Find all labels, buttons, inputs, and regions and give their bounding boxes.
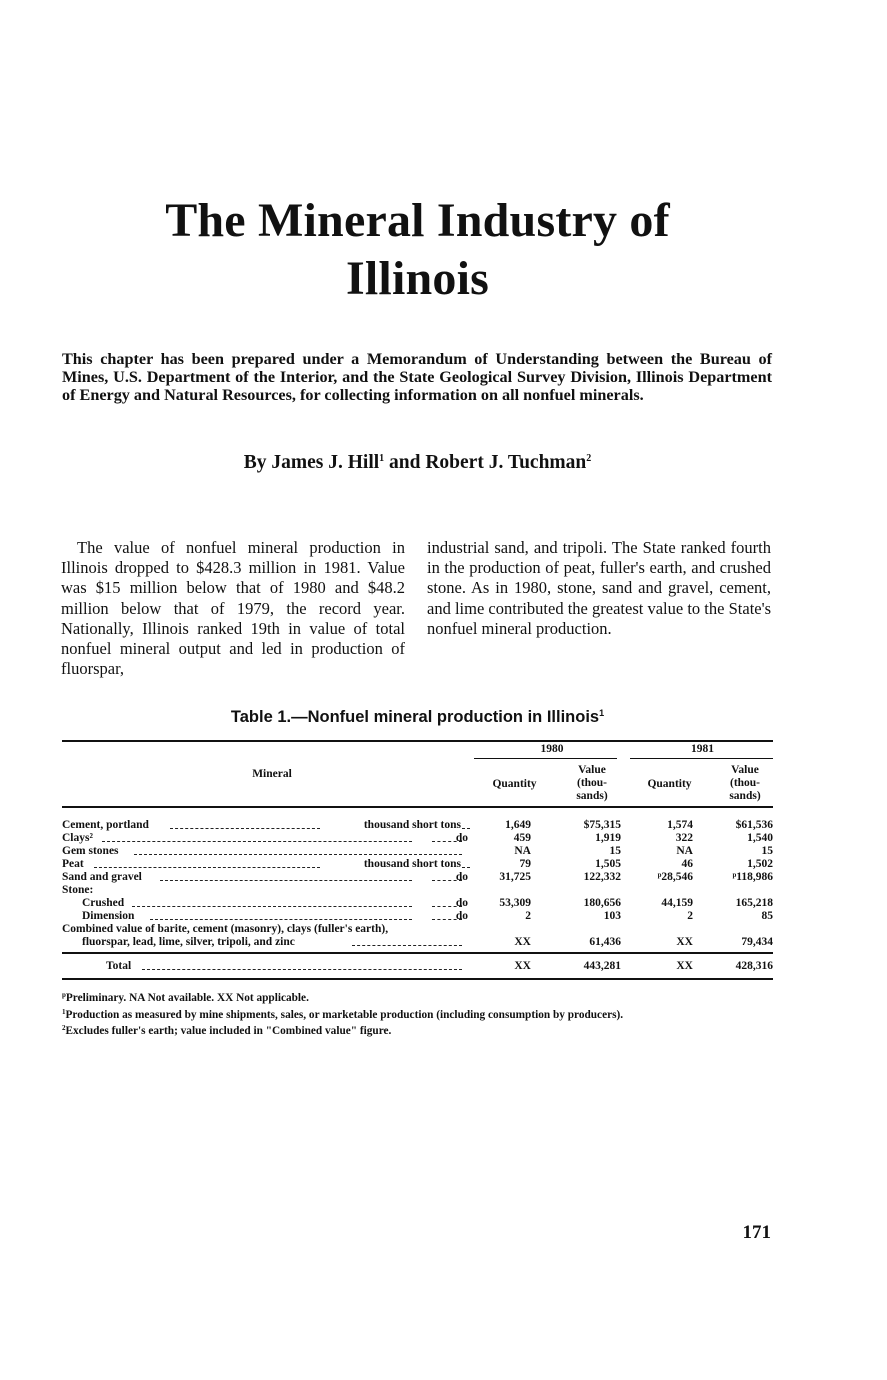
quantity-1980: XX xyxy=(514,936,531,948)
table-row-dimension xyxy=(62,910,773,923)
row-label: fluorspar, lead, lime, silver, tripoli, and zinc xyxy=(82,936,295,948)
quantity-1981: 322 xyxy=(675,832,693,844)
value-1980: 15 xyxy=(609,845,621,857)
row-label: Dimension xyxy=(82,910,135,922)
table-row-sand-gravel xyxy=(62,871,773,884)
title-line-1: The Mineral Industry of xyxy=(165,194,670,247)
value-1981: 85 xyxy=(761,910,773,922)
row-label: Clays² xyxy=(62,832,93,844)
quantity-1980: 2 xyxy=(525,910,531,922)
quantity-1981: XX xyxy=(676,960,693,972)
header-bottom-rule xyxy=(62,806,773,808)
dot-leader xyxy=(170,828,320,829)
byline-author-1: By James J. Hill xyxy=(243,452,380,473)
quantity-1981: 44,159 xyxy=(661,897,693,909)
value-1980: 1,919 xyxy=(595,832,621,844)
table-row-total xyxy=(62,960,773,973)
byline xyxy=(60,452,775,474)
table-row-crushed xyxy=(62,897,773,910)
quantity-1981: 1,574 xyxy=(667,819,693,831)
dot-leader xyxy=(142,969,462,970)
row-label: Sand and gravel xyxy=(62,871,142,883)
dot-leader xyxy=(160,880,412,881)
value-1980: 103 xyxy=(603,910,621,922)
row-unit: do xyxy=(455,897,468,909)
value-1981: 165,218 xyxy=(735,897,773,909)
row-label: Combined value of barite, cement (masonry), clays (fuller's earth), xyxy=(62,923,389,935)
header-quantity-1980: Quantity xyxy=(492,778,537,790)
table-row-combined-1 xyxy=(62,923,773,936)
rule-1981 xyxy=(630,758,773,759)
quantity-1980: 53,309 xyxy=(499,897,531,909)
quantity-1980: 79 xyxy=(519,858,531,870)
row-label: Stone: xyxy=(62,884,94,896)
dot-leader xyxy=(102,841,412,842)
quantity-1981: NA xyxy=(676,845,693,857)
row-label: Crushed xyxy=(82,897,125,909)
table-caption xyxy=(60,708,775,727)
dot-leader xyxy=(94,867,320,868)
rule-1980 xyxy=(474,758,617,759)
byline-footnote-1: 1 xyxy=(379,453,385,464)
row-unit: do xyxy=(455,910,468,922)
chapter-title xyxy=(60,192,775,308)
dot-leader xyxy=(432,919,462,920)
value-1980: 61,436 xyxy=(589,936,621,948)
table-caption-footnote: 1 xyxy=(599,708,605,718)
table-top-rule xyxy=(62,740,773,742)
row-unit: do xyxy=(455,832,468,844)
row-unit: thousand short tons xyxy=(363,858,461,870)
header-year-1980: 1980 xyxy=(540,743,564,755)
dot-leader xyxy=(432,841,462,842)
body-column-left: The value of nonfuel mineral production in Illinois dropped to $428.3 million in 1981. Value was $15 million below that of 1980 and $48.2 million below that of 1979, the record year. Nationally, Illinois ranked 19th in value of total nonfuel mineral output and led in production of fluorspar, xyxy=(61,538,405,679)
intro-paragraph: This chapter has been prepared under a Memorandum of Understanding between the Bureau of Mines, U.S. Department of the Interior, and the State Geological Survey Division, Illinois Department of Energy and Natural Resources, for collecting information on all nonfuel minerals. xyxy=(62,350,772,404)
value-1981: 428,316 xyxy=(735,960,773,972)
value-1981: 1,540 xyxy=(747,832,773,844)
table-notes xyxy=(62,989,773,1039)
row-label: Peat xyxy=(62,858,84,870)
value-1981: 15 xyxy=(761,845,773,857)
quantity-1980: 1,649 xyxy=(505,819,531,831)
note-2: $^2$Excludes fuller's earth; value included in "Combined value" figure. xyxy=(62,1024,392,1037)
dot-leader xyxy=(432,906,462,907)
value-1980: 122,332 xyxy=(583,871,621,883)
header-value-1981: Value (thou- sands) xyxy=(729,764,761,802)
header-value-1980: Value (thou- sands) xyxy=(576,764,608,802)
body-column-right: industrial sand, and tripoli. The State ranked fourth in the production of peat, fuller's earth, and crushed stone. As in 1980, stone, sand and gravel, cement, and lime contributed the greatest value to the State's nonfuel mineral production. xyxy=(427,538,771,638)
table-bottom-rule xyxy=(62,978,773,980)
dot-leader xyxy=(462,828,470,829)
row-label: Cement, portland xyxy=(62,819,149,831)
row-unit: thousand short tons xyxy=(363,819,461,831)
value-1981: ᵖ118,986 xyxy=(732,871,773,883)
value-1981: $61,536 xyxy=(735,819,773,831)
quantity-1981: 46 xyxy=(681,858,693,870)
table-row-peat xyxy=(62,858,773,871)
value-1981: 79,434 xyxy=(741,936,773,948)
value-1980: $75,315 xyxy=(583,819,621,831)
quantity-1980: XX xyxy=(514,960,531,972)
row-label: Gem stones xyxy=(62,845,119,857)
quantity-1980: 459 xyxy=(513,832,531,844)
quantity-1980: 31,725 xyxy=(499,871,531,883)
note-preliminary: $^p$Preliminary. NA Not available. XX Not applicable. xyxy=(62,991,309,1004)
quantity-1981: XX xyxy=(676,936,693,948)
row-label: Total xyxy=(106,960,132,972)
dot-leader xyxy=(150,919,412,920)
quantity-1981: ᵖ28,546 xyxy=(657,871,693,883)
table-row-cement xyxy=(62,819,773,832)
page-number: 171 xyxy=(742,1222,771,1243)
quantity-1980: NA xyxy=(514,845,531,857)
dot-leader xyxy=(352,945,462,946)
header-quantity-1981: Quantity xyxy=(647,778,692,790)
dot-leader xyxy=(134,854,462,855)
dot-leader xyxy=(462,867,470,868)
value-1980: 443,281 xyxy=(583,960,621,972)
table-row-gem-stones xyxy=(62,845,773,858)
table-row-combined-2 xyxy=(62,936,773,949)
byline-footnote-2: 2 xyxy=(586,453,592,464)
table-row-stone xyxy=(62,884,773,897)
dot-leader xyxy=(432,880,462,881)
value-1980: 1,505 xyxy=(595,858,621,870)
header-year-1981: 1981 xyxy=(691,743,714,755)
header-mineral: Mineral xyxy=(252,768,292,780)
row-unit: do xyxy=(455,871,468,883)
value-1980: 180,656 xyxy=(583,897,621,909)
quantity-1981: 2 xyxy=(687,910,693,922)
note-1: $^1$Production as measured by mine shipments, sales, or marketable production (including consumption by producers). xyxy=(62,1007,624,1021)
title-line-2: Illinois xyxy=(346,252,489,305)
value-1981: 1,502 xyxy=(747,858,773,870)
table-caption-text: Table 1.—Nonfuel mineral production in Illinois xyxy=(230,708,600,726)
dot-leader xyxy=(132,906,412,907)
total-top-rule xyxy=(62,952,773,954)
byline-author-2: and Robert J. Tuchman xyxy=(384,452,587,473)
table-row-clays xyxy=(62,832,773,845)
